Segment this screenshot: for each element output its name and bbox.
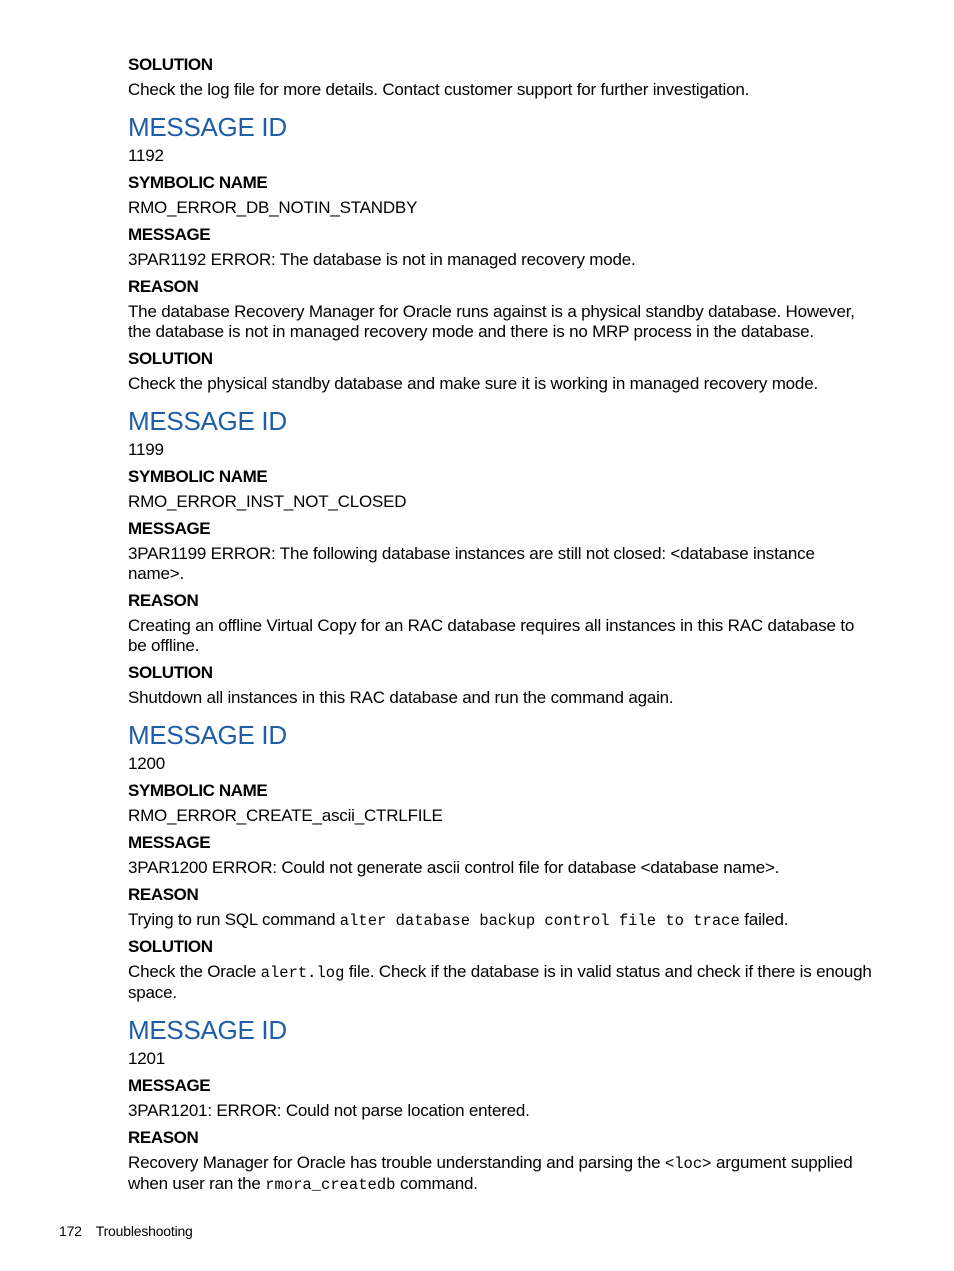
reason-text-end: failed. bbox=[739, 910, 789, 929]
message-label: MESSAGE bbox=[128, 833, 211, 852]
solution-text-start: Check the Oracle bbox=[128, 962, 261, 981]
rmora-createdb-code: rmora_createdb bbox=[265, 1176, 396, 1194]
reason-label: REASON bbox=[128, 591, 199, 610]
symbolic-name-value: RMO_ERROR_INST_NOT_CLOSED bbox=[128, 492, 407, 511]
message-text: 3PAR1192 ERROR: The database is not in managed recovery mode. bbox=[128, 250, 636, 269]
page-footer bbox=[59, 1222, 193, 1240]
solution-label: SOLUTION bbox=[128, 937, 213, 956]
message-id-value: 1201 bbox=[128, 1049, 166, 1068]
symbolic-name-value: RMO_ERROR_CREATE_ascii_CTRLFILE bbox=[128, 806, 443, 825]
reason-text bbox=[128, 1153, 873, 1195]
message-id-heading: MESSAGE ID bbox=[128, 406, 287, 436]
reason-label: REASON bbox=[128, 277, 199, 296]
reason-label: REASON bbox=[128, 885, 199, 904]
page-content bbox=[128, 54, 873, 1201]
message-id-value: 1200 bbox=[128, 754, 166, 773]
message-entry-1192 bbox=[128, 112, 873, 394]
sql-command-code: alter database backup control file to trace bbox=[339, 912, 740, 930]
loc-argument-code: <loc> bbox=[664, 1155, 712, 1173]
solution-label: SOLUTION bbox=[128, 663, 213, 682]
reason-text-start: Recovery Manager for Oracle has trouble understanding and parsing the bbox=[128, 1153, 665, 1172]
symbolic-name-label: SYMBOLIC NAME bbox=[128, 467, 268, 486]
message-label: MESSAGE bbox=[128, 519, 211, 538]
symbolic-name-label: SYMBOLIC NAME bbox=[128, 781, 268, 800]
reason-text: Creating an offline Virtual Copy for an RAC database requires all instances in this RAC database to be offline. bbox=[128, 616, 855, 655]
message-id-heading: MESSAGE ID bbox=[128, 1015, 287, 1045]
solution-text: Check the log file for more details. Contact customer support for further investigation. bbox=[128, 80, 750, 99]
message-text: 3PAR1201: ERROR: Could not parse location entered. bbox=[128, 1101, 530, 1120]
solution-text-end: file. Check if the database is in valid status and check if there is enough space. bbox=[128, 962, 872, 1002]
page-number: 172 bbox=[59, 1223, 82, 1239]
message-label: MESSAGE bbox=[128, 225, 211, 244]
reason-text-end: command. bbox=[395, 1174, 478, 1193]
reason-label: REASON bbox=[128, 1128, 199, 1147]
symbolic-name-value: RMO_ERROR_DB_NOTIN_STANDBY bbox=[128, 198, 418, 217]
reason-text bbox=[128, 910, 873, 930]
message-text: 3PAR1200 ERROR: Could not generate ascii control file for database <database name>. bbox=[128, 858, 780, 877]
solution-label: SOLUTION bbox=[128, 55, 213, 74]
message-entry-1200 bbox=[128, 720, 873, 1003]
symbolic-name-label: SYMBOLIC NAME bbox=[128, 173, 268, 192]
message-entry-1201 bbox=[128, 1015, 873, 1195]
footer-section-title: Troubleshooting bbox=[95, 1223, 193, 1239]
reason-text-middle: argument supplied when user ran the bbox=[128, 1153, 853, 1193]
reason-text-start: Trying to run SQL command bbox=[128, 910, 340, 929]
solution-label: SOLUTION bbox=[128, 349, 213, 368]
message-entry-1199 bbox=[128, 406, 873, 708]
message-label: MESSAGE bbox=[128, 1076, 211, 1095]
message-id-heading: MESSAGE ID bbox=[128, 112, 287, 142]
reason-text: The database Recovery Manager for Oracle runs against is a physical standby database. However, the database is not in managed recovery mode and there is no MRP process in the database. bbox=[128, 302, 855, 341]
solution-text: Shutdown all instances in this RAC database and run the command again. bbox=[128, 688, 674, 707]
solution-text: Check the physical standby database and make sure it is working in managed recovery mode. bbox=[128, 374, 818, 393]
message-id-heading: MESSAGE ID bbox=[128, 720, 287, 750]
solution-text bbox=[128, 962, 873, 1003]
message-id-value: 1199 bbox=[128, 440, 164, 459]
alert-log-code: alert.log bbox=[260, 964, 345, 982]
message-text: 3PAR1199 ERROR: The following database instances are still not closed: <database instance name>. bbox=[128, 544, 815, 583]
message-id-value: 1192 bbox=[128, 146, 164, 165]
